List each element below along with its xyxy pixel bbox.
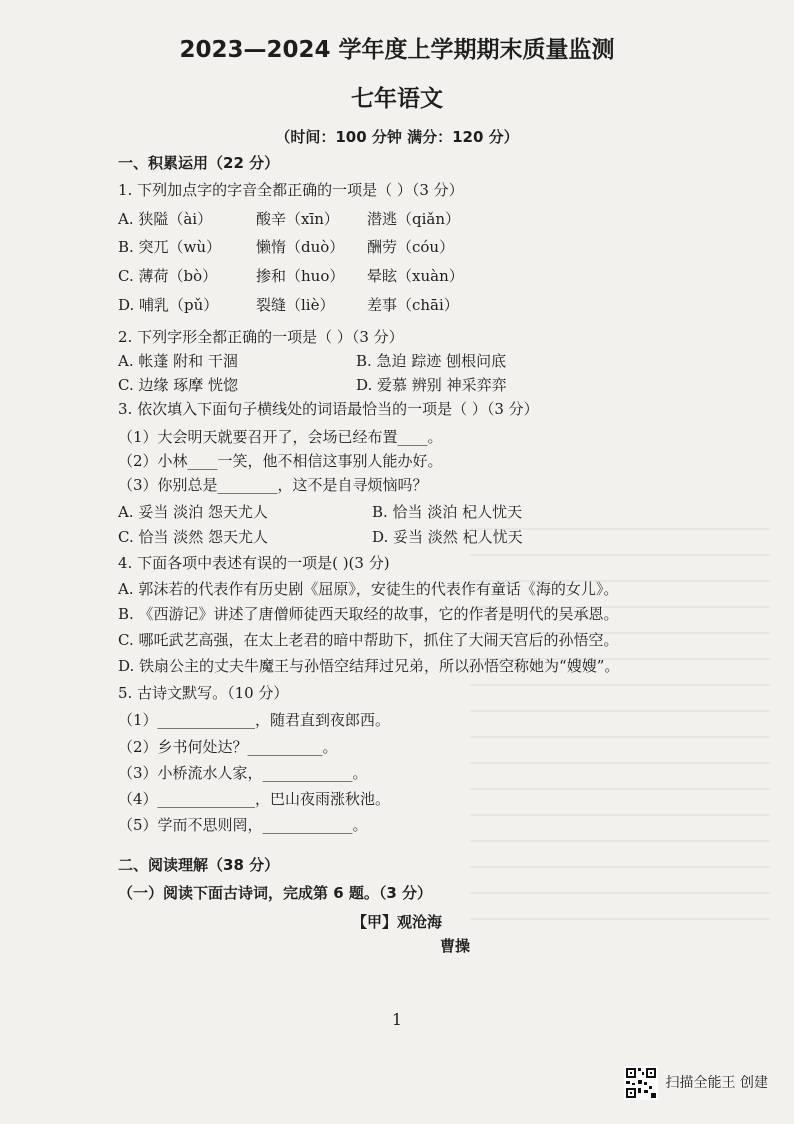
q2-stem: 2. 下列字形全都正确的一项是（ ）（3 分）	[118, 328, 404, 346]
q5-line-2: （2）乡书何处达？__________。	[118, 738, 338, 756]
q4-option-a: A. 郭沫若的代表作有历史剧《屈原》，安徒生的代表作有童话《海的女儿》。	[118, 580, 619, 598]
section-1-heading: 一、积累运用（22 分）	[118, 154, 280, 172]
poem-title: 【甲】观沧海	[351, 913, 442, 931]
q1-option-a: A. 狭隘（ài） 酸辛（xīn） 潜逃（qiǎn）	[118, 210, 461, 228]
q3-sentence-2: （2）小林____一笑，他不相信这事别人能办好。	[118, 452, 443, 470]
q3-sentence-3: （3）你别总是________，这不是自寻烦恼吗？	[118, 476, 428, 494]
q5-stem: 5. 古诗文默写。（10 分）	[118, 684, 289, 702]
q3-option-b: B. 恰当 淡泊 杞人忧天	[372, 503, 523, 521]
q3-sentence-1: （1）大会明天就要召开了，会场已经布置____。	[118, 428, 443, 446]
poem-author: 曹操	[440, 937, 471, 955]
q1-option-b: B. 突兀（wù） 懒惰（duò） 酬劳（cóu）	[118, 238, 455, 256]
q3-option-a: A. 妥当 淡泊 怨天尤人	[118, 503, 268, 521]
q5-line-1: （1）_____________，随君直到夜郎西。	[118, 711, 391, 729]
scanner-watermark	[624, 1066, 768, 1100]
q3-stem: 3. 依次填入下面句子横线处的词语最恰当的一项是（ ）（3 分）	[118, 400, 539, 418]
q2-option-a: A. 帐蓬 附和 干涸	[118, 352, 238, 370]
scanner-credit-text: 扫描全能王 创建	[665, 1075, 768, 1091]
q4-option-d: D. 铁扇公主的丈夫牛魔王与孙悟空结拜过兄弟，所以孙悟空称她为“嫂嫂”。	[118, 657, 620, 675]
q3-option-c: C. 恰当 淡然 怨天尤人	[118, 528, 269, 546]
q1-stem: 1. 下列加点字的字音全都正确的一项是（ ）（3 分）	[118, 181, 464, 199]
q3-option-d: D. 妥当 淡然 杞人忧天	[372, 528, 523, 546]
section-2-part-1: （一）阅读下面古诗词，完成第 6 题。（3 分）	[118, 884, 433, 902]
q1-option-d: D. 哺乳（pǔ） 裂缝（liè） 差事（chāi）	[118, 296, 459, 314]
exam-subject: 七年语文	[351, 86, 443, 112]
exam-title: 2023—2024 学年度上学期期末质量监测	[179, 37, 615, 63]
q5-line-3: （3）小桥流水人家，____________。	[118, 764, 368, 782]
section-2-heading: 二、阅读理解（38 分）	[118, 856, 280, 874]
q4-option-b: B. 《西游记》讲述了唐僧师徒西天取经的故事，它的作者是明代的吴承恩。	[118, 605, 619, 623]
page-number: 1	[391, 1010, 403, 1029]
qr-code-icon	[624, 1066, 658, 1100]
q2-option-d: D. 爱慕 辨别 神采弈弈	[356, 376, 507, 394]
exam-meta: （时间：100 分钟 满分：120 分）	[275, 128, 519, 146]
q2-option-c: C. 边缘 琢摩 恍惚	[118, 376, 239, 394]
q2-option-b: B. 急迫 踪迹 刨根问底	[356, 352, 507, 370]
q1-option-c: C. 薄荷（bò） 掺和（huo） 晕眩（xuàn）	[118, 267, 464, 285]
q5-line-4: （4）_____________，巴山夜雨涨秋池。	[118, 790, 391, 808]
q4-option-c: C. 哪吒武艺高强，在太上老君的暗中帮助下，抓住了大闹天宫后的孙悟空。	[118, 631, 619, 649]
q4-stem: 4. 下面各项中表述有误的一项是( )(3 分)	[118, 554, 390, 572]
q5-line-5: （5）学而不思则罔，____________。	[118, 816, 368, 834]
